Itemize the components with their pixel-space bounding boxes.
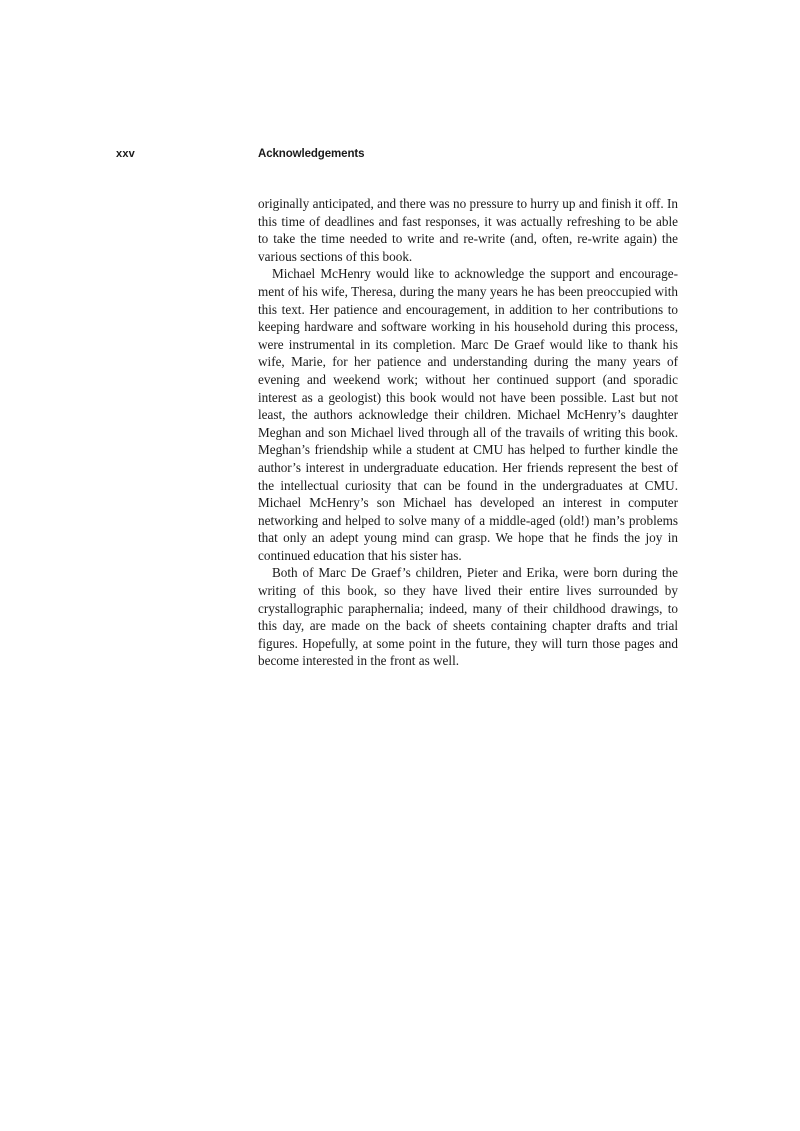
running-head: [0, 148, 800, 168]
paragraph-degraef-children: Both of Marc De Graef’s children, Pieter and Erika, were born during the writing of this book, so they have lived their entire lives surrounded by crystallographic paraphernalia; indeed, many of their childhood drawings, to this day, are made on the back of sheets containing chapter drafts and trial figures. Hopefully, at some point in the future, they will turn those pages and become interested in the front as well.: [258, 565, 678, 669]
section-title: Acknowledgements: [258, 148, 365, 160]
paragraph-continuation: originally anticipated, and there was no pressure to hurry up and finish it off. In this time of deadlines and fast responses, it was actually refreshing to be able to take the time needed to write and re-write (and, often, re-write again) the various sections of this book.: [258, 196, 678, 264]
paragraph-mchenry-family: Michael McHenry would like to acknowledge the support and encouragement of his wife, Theresa, during the many years he has been preoccupied with this text. Her patience and encouragement, in addition to her contributions to keeping hardware and software working in his household during this process, were instrumental in its completion. Marc De Graef would like to thank his wife, Marie, for her patience and understanding during the many years of evening and weekend work; without her continued support (and sporadic interest as a geologist) this book would not have been possible. Last but not least, the authors acknowledge their children. Michael McHenry’s daughter Meghan and son Michael lived through all of the travails of writing this book. Meghan’s friendship while a student at CMU has helped to further kindle the author’s interest in undergraduate education. Her friends represent the best of the intellectual curiosity that can be found in the undergraduates at CMU. Michael McHenry’s son Michael has developed an interest in computer networking and helped to solve many of a middle-aged (old!) man’s problems that only an adept young mind can grasp. We hope that he finds the joy in continued education that his sister has.: [258, 266, 678, 563]
body-text: [258, 195, 678, 670]
page-number: xxv: [116, 148, 135, 160]
